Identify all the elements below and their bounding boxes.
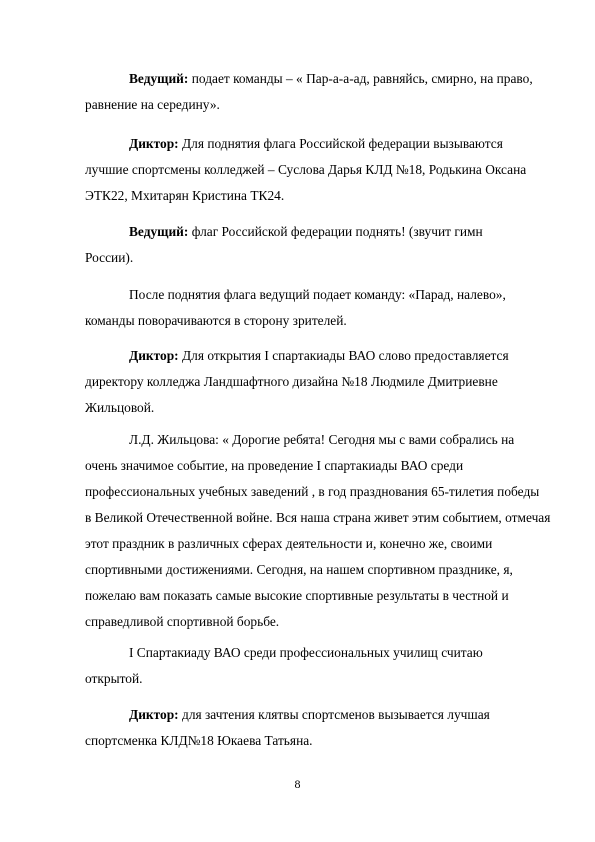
speaker-label: Ведущий: <box>129 71 189 86</box>
paragraph-5 <box>85 343 515 421</box>
text-line: команды поворачиваются в сторону зрителей. <box>85 313 347 328</box>
text-line: справедливой спортивной борьбе. <box>85 614 280 629</box>
speaker-label: Диктор: <box>129 707 179 722</box>
speaker-label: Диктор: <box>129 136 179 151</box>
paragraph-8 <box>85 702 515 754</box>
text-line: пожелаю вам показать самые высокие спортивные результаты в честной и <box>85 588 509 603</box>
text-line: директору колледжа Ландшафтного дизайна №18 Людмиле Дмитриевне <box>85 374 498 389</box>
text-line: России). <box>85 250 134 265</box>
text-line: спортивными достижениями. Сегодня, на нашем спортивном празднике, я, <box>85 562 513 577</box>
paragraph-6 <box>85 427 551 635</box>
paragraph-2 <box>85 131 527 209</box>
text-line: равнение на середину». <box>85 97 220 112</box>
text-line: Диктор: Для поднятия флага Российской федерации вызываются <box>129 136 503 151</box>
paragraph-7 <box>85 640 515 692</box>
text-line: Ведущий: флаг Российской федерации поднять! (звучит гимн <box>129 224 483 239</box>
text-line: в Великой Отечественной войне. Вся наша страна живет этим событием, отмечая <box>85 510 551 525</box>
speaker-label: Ведущий: <box>129 224 189 239</box>
paragraph-4 <box>85 282 515 334</box>
text-line: Жильцовой. <box>85 400 155 415</box>
speaker-label: Диктор: <box>129 348 179 363</box>
text-line: I Спартакиаду ВАО среди профессиональных училищ считаю <box>129 645 483 660</box>
text-line: Диктор: Для открытия I спартакиады ВАО слово предоставляется <box>129 348 509 363</box>
text-line: Л.Д. Жильцова: « Дорогие ребята! Сегодня мы с вами собрались на <box>129 432 515 447</box>
text-line: лучшие спортсмены колледжей – Суслова Дарья КЛД №18, Родькина Оксана <box>85 162 527 177</box>
text-line: этот праздник в различных сферах деятельности и, конечно же, своими <box>85 536 493 551</box>
text-line: спортсменка КЛД№18 Юкаева Татьяна. <box>85 733 313 748</box>
text-line: Ведущий: подает команды – « Пар-а-а-ад, равняйсь, смирно, на право, <box>129 71 533 86</box>
text-line: ЭТК22, Мхитарян Кристина ТК24. <box>85 188 285 203</box>
paragraph-3 <box>85 219 515 271</box>
text-line: очень значимое событие, на проведение I спартакиады ВАО среди <box>85 458 464 473</box>
text-line: профессиональных учебных заведений , в год празднования 65-тилетия победы <box>85 484 540 499</box>
page-number: 8 <box>294 777 301 791</box>
text-line: открытой. <box>85 671 143 686</box>
paragraph-1 <box>85 66 533 118</box>
text-line: Диктор: для зачтения клятвы спортсменов вызывается лучшая <box>129 707 490 722</box>
text-line: После поднятия флага ведущий подает команду: «Парад, налево», <box>129 287 506 302</box>
